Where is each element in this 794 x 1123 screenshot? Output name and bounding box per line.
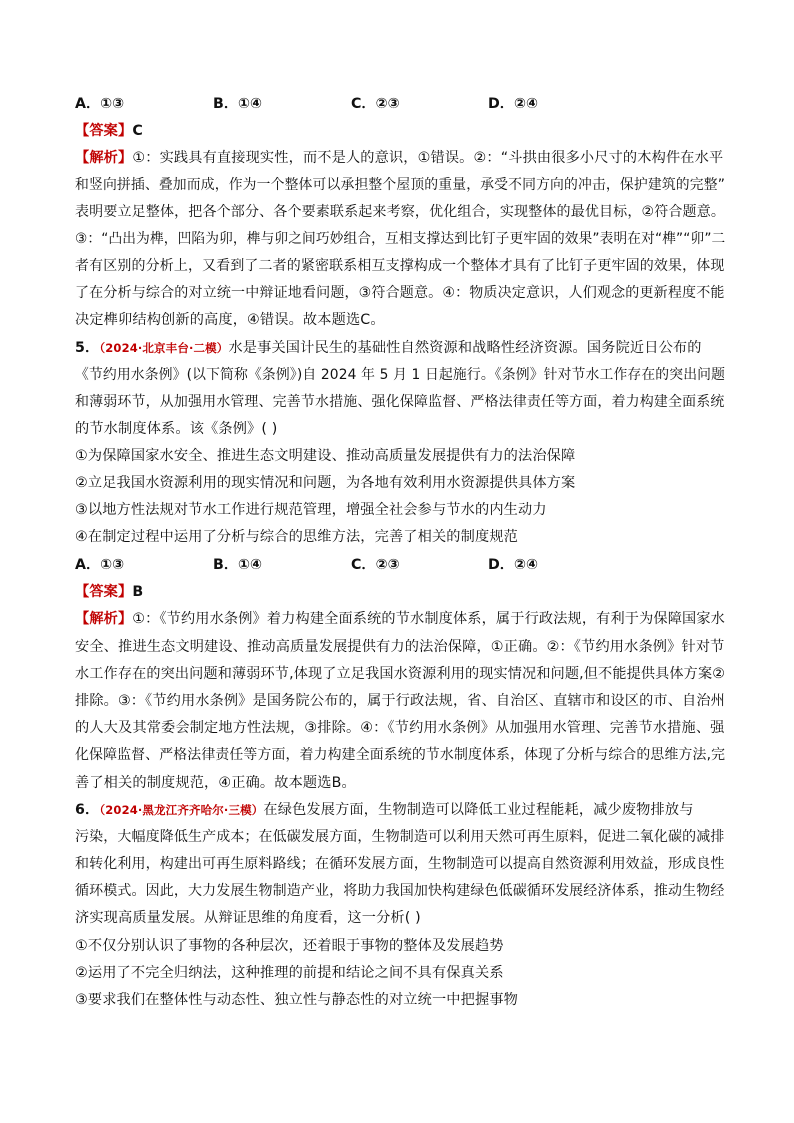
question-source: （2024·黑龙江齐齐哈尔·三模） <box>99 803 264 817</box>
q5-analysis-line <box>75 609 724 629</box>
q5-analysis-line: 善了相关的制度规范，④正确。故本题选B。 <box>75 775 356 791</box>
question-number: 6． <box>75 802 100 818</box>
answer-value: B <box>132 584 144 600</box>
q6-stem-line <box>75 800 725 820</box>
q6-stem-line: 济实现高质量发展。从辩证思维的角度看，这一分析( ) <box>75 910 421 926</box>
q4-analysis-line: 者有区别的分析上，又看到了二者的紧密联系相互支撑构成一个整体才具有了比钉子更牢固的效果，体现 <box>75 258 725 274</box>
q4-analysis-line: ③：“凸出为榫，凹陷为卯，榫与卯之间巧妙组合，互相支撑达到比钉子更牢固的效果”表明在对“榫”“卯”二 <box>75 231 726 247</box>
q5-item: ④在制定过程中运用了分析与综合的思维方法，完善了相关的制度规范 <box>75 529 518 545</box>
q5-option-c[interactable]: C．②③ <box>351 557 400 573</box>
q6-item: ①不仅分别认识了事物的各种层次，还着眼于事物的整体及发展趋势 <box>75 938 504 954</box>
q5-item: ①为保障国家水安全、推进生态文明建设、推动高质量发展提供有力的法治保障 <box>75 448 576 464</box>
analysis-tag: 【解析】 <box>75 611 133 627</box>
q4-analysis-line: 了在分析与综合的对立统一中辩证地看问题，③符合题意。④：物质决定意识，人们观念的更新程度不能 <box>75 285 725 301</box>
answer-tag: 【答案】 <box>75 123 133 139</box>
q6-stem-line: 和转化利用，构建出可再生原料路线；在循环发展方面，生物制造可以提高自然资源利用效益，形成良性 <box>75 856 725 872</box>
q5-stem-line <box>75 338 725 358</box>
q5-option-a[interactable]: A．①③ <box>75 557 125 573</box>
q4-option-b[interactable]: B．①④ <box>213 96 263 112</box>
q5-analysis-line: 的人大及其常委会制定地方性法规，③排除。④：《节约用水条例》从加强用水管理、完善节水措施、强 <box>75 720 725 736</box>
q5-analysis-line: 排除。③：《节约用水条例》是国务院公布的，属于行政法规，省、自治区、直辖市和设区的市、自治州 <box>75 693 725 709</box>
q5-item: ②立足我国水资源利用的现实情况和问题，为各地有效利用水资源提供具体方案 <box>75 475 576 491</box>
q5-option-d[interactable]: D．②④ <box>488 557 538 573</box>
q6-stem-line: 污染，大幅度降低生产成本；在低碳发展方面，生物制造可以利用天然可再生原料，促进二氧化碳的减排 <box>75 829 725 845</box>
q5-analysis-line: 化保障监督、严格法律责任等方面，着力构建全面系统的节水制度体系，体现了分析与综合的思维方法,完 <box>75 747 726 763</box>
q5-option-b[interactable]: B．①④ <box>213 557 263 573</box>
q6-item: ②运用了不完全归纳法，这种推理的前提和结论之间不具有保真关系 <box>75 965 504 981</box>
q5-analysis-line: 水工作存在的突出问题和薄弱环节,体现了立足我国水资源利用的现实情况和问题,但不能提供具体方案② <box>75 666 726 682</box>
q6-stem-line: 循环模式。因此，大力发展生物制造产业，将助力我国加快构建绿色低碳循环发展经济体系，推动生物经 <box>75 883 725 899</box>
answer-value: C <box>132 123 143 139</box>
q6-item: ③要求我们在整体性与动态性、独立性与静态性的对立统一中把握事物 <box>75 992 518 1008</box>
analysis-text: ①：《节约用水条例》着力构建全面系统的节水制度体系，属于行政法规，有利于为保障国家水 <box>132 611 725 627</box>
q5-item: ③以地方性法规对节水工作进行规范管理，增强全社会参与节水的内生动力 <box>75 502 547 518</box>
q5-answer <box>75 582 725 602</box>
q4-option-a[interactable]: A．①③ <box>75 96 125 112</box>
q4-analysis-line: 决定榫卯结构创新的高度，④错误。故本题选C。 <box>75 312 385 328</box>
analysis-text: ①：实践具有直接现实性，而不是人的意识，①错误。②：“斗拱由很多小尺寸的木构件在水平 <box>132 150 724 166</box>
q4-analysis-line <box>75 148 725 168</box>
question-number: 5． <box>75 340 100 356</box>
q4-analysis-line: 表明要立足整体，把各个部分、各个要素联系起来考察，优化组合，实现整体的最优目标，②符合题意。 <box>75 204 726 220</box>
q4-analysis-line: 和竖向拼插、叠加而成，作为一个整体可以承担整个屋顶的重量，承受不同方向的冲击，保护建筑的完整” <box>75 177 726 193</box>
q4-option-c[interactable]: C．②③ <box>351 96 400 112</box>
question-source: （2024·北京丰台·二模） <box>99 341 229 355</box>
analysis-tag: 【解析】 <box>75 150 133 166</box>
stem-text: 在绿色发展方面，生物制造可以降低工业过程能耗，减少废物排放与 <box>263 802 694 818</box>
stem-text: 水是事关国计民生的基础性自然资源和战略性经济资源。国务院近日公布的 <box>228 340 702 356</box>
q5-stem-line: 《节约用水条例》(以下简称《条例》)自 2024 年 5 月 1 日起施行。《条例》针对节水工作存在的突出问题 <box>75 367 726 383</box>
q5-stem-line: 和薄弱环节，从加强用水管理、完善节水措施、强化保障监督、严格法律责任等方面，着力构建全面系统 <box>75 394 725 410</box>
q4-option-d[interactable]: D．②④ <box>488 96 538 112</box>
q5-analysis-line: 安全、推进生态文明建设、推动高质量发展提供有力的法治保障，①正确。②：《节约用水条例》针对节 <box>75 639 725 655</box>
q4-answer <box>75 121 725 141</box>
answer-tag: 【答案】 <box>75 584 133 600</box>
q5-stem-line: 的节水制度体系。该《条例》( ) <box>75 421 278 437</box>
